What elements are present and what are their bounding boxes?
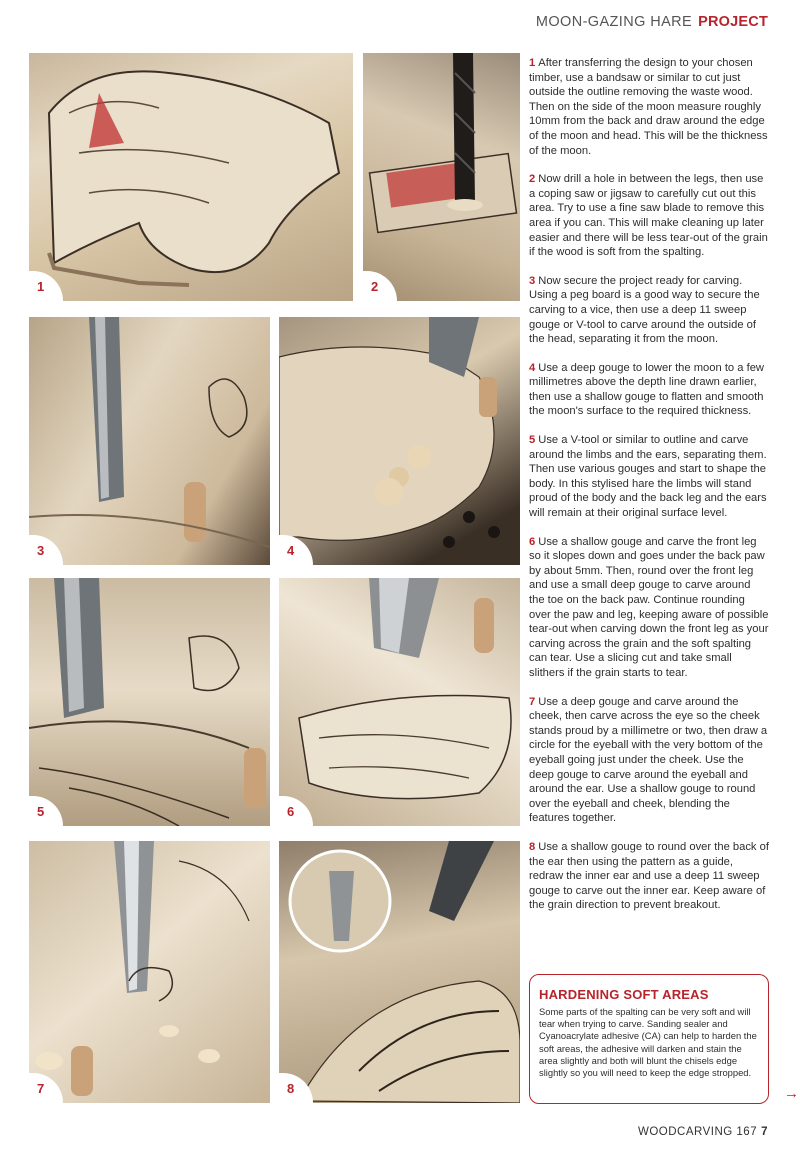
photo-number: 3 — [29, 535, 63, 565]
photo-3-image — [29, 317, 270, 565]
photo-4-image — [279, 317, 520, 565]
article-title: MOON-GAZING HARE — [535, 14, 693, 30]
magazine-issue: WOODCARVING 167 — [637, 1126, 758, 1138]
photo-8-image — [279, 841, 520, 1103]
page-footer — [638, 1126, 768, 1138]
photo-number: 6 — [279, 796, 313, 826]
step-paragraph — [529, 274, 769, 347]
step-paragraph — [529, 172, 769, 260]
instructions-column — [529, 56, 769, 927]
step-photo-5 — [29, 578, 270, 826]
step-photo-8 — [279, 841, 520, 1103]
step-number: 2 — [529, 173, 536, 186]
step-number: 3 — [529, 274, 536, 287]
step-photo-3 — [29, 317, 270, 565]
step-text: Use a V-tool or similar to outline and carve around the limbs and the ears, separating them. Then use various gouges and start to shape the body. In this stylised hare the limbs will stand proud of the body and the back leg and the ears will remain at their original surface level. — [529, 434, 767, 520]
step-text: Now drill a hole in between the legs, then use a coping saw or jigsaw to carefully cut out this area. Try to use a fine saw blade to remove this area if you can. This will make cleaning up later easier and there will be less tear-out of the grain if the wood is soft from the spalting. — [529, 173, 768, 259]
step-photo-2 — [363, 53, 520, 301]
tip-title: HARDENING SOFT AREAS — [539, 987, 709, 1002]
step-number: 8 — [529, 840, 536, 853]
step-number: 5 — [529, 434, 536, 447]
photo-number: 4 — [279, 535, 313, 565]
step-paragraph — [529, 433, 769, 521]
step-photo-6 — [279, 578, 520, 826]
step-text: Use a shallow gouge and carve the front leg so it slopes down and goes under the back paw by about 5mm. Then, round over the front leg and use a small deep gouge to carve around the toe on the back paw. Continue rounding over the paw and leg, keeping aware of possible tear-out when carving down the front leg as your carving across the grain and the soft spalting can tear. Use a slicing cut and take small slithers if the grain starts to tear. — [529, 535, 769, 679]
photo-7-drawing — [29, 841, 270, 1103]
step-paragraph — [529, 695, 769, 826]
tip-text: Some parts of the spalting can be very soft and will tear when trying to carve. Sanding sealer and Cyanoacrylate adhesive (CA) can help to harden the soft areas, the adhesive will darken and stain the area slightly and both will blunt the chisels edge slightly so you will need to keep the edge stropped. — [539, 1006, 757, 1079]
step-photo-7 — [29, 841, 270, 1103]
photo-7-image — [29, 841, 270, 1103]
step-paragraph — [529, 535, 769, 681]
step-photo-4 — [279, 317, 520, 565]
photo-number: 8 — [279, 1073, 313, 1103]
photo-number: 7 — [29, 1073, 63, 1103]
tip-box — [529, 974, 769, 1104]
photo-8-drawing — [279, 841, 520, 1103]
step-paragraph — [529, 840, 769, 913]
photo-5-drawing — [29, 578, 270, 826]
step-number: 4 — [529, 361, 536, 374]
step-text: Use a deep gouge and carve around the cheek, then carve across the eye so the cheek stands proud by a millimetre or two, then draw a circle for the eyeball with the very bottom of the eyeball going just under the cheek. Use the deep gouge to carve around the eyeball and around the ear. Use a shallow gouge to round over the eyeball and cheek, blending the features together. — [529, 695, 768, 825]
step-paragraph — [529, 56, 769, 158]
photo-5-image — [29, 578, 270, 826]
page-number: 7 — [761, 1126, 768, 1138]
step-number: 6 — [529, 535, 536, 548]
photo-3-drawing — [29, 317, 270, 565]
step-text: Use a deep gouge to lower the moon to a few millimetres above the depth line drawn earlier, then use a shallow gouge to flatten and smooth the moon's surface to the required thickness. — [529, 361, 764, 418]
section-label: PROJECT — [698, 14, 768, 30]
step-text: Use a shallow gouge to round over the back of the ear then using the pattern as a guide, redraw the inner ear and use a deep 11 sweep gouge to carve out the inner ear. Keep aware of the grain direction to prevent breakout. — [529, 840, 769, 912]
step-number: 7 — [529, 695, 536, 708]
running-header — [536, 14, 768, 30]
photo-2-drawing — [363, 53, 520, 301]
step-photo-1 — [29, 53, 353, 301]
step-paragraph — [529, 361, 769, 419]
photo-2-image — [363, 53, 520, 301]
photo-4-drawing — [279, 317, 520, 565]
photo-number: 1 — [29, 271, 63, 301]
photo-6-drawing — [279, 578, 520, 826]
continue-arrow-icon: → — [784, 1085, 799, 1102]
step-text: Now secure the project ready for carving. Using a peg board is a good way to secure the carving to a vice, then use a deep 11 sweep gouge or V-tool to carve around the outside of the head, separating it from the moon. — [529, 274, 760, 346]
step-text: After transferring the design to your chosen timber, use a bandsaw or similar to cut just outside the outline removing the waste wood. Then on the side of the moon measure roughly 10mm from the back and draw around the edge of the moon and head. This will be the thickness of the moon. — [529, 57, 768, 157]
photo-1-drawing — [29, 53, 353, 301]
photo-number: 2 — [363, 271, 397, 301]
photo-6-image — [279, 578, 520, 826]
photo-1-image — [29, 53, 353, 301]
step-number: 1 — [529, 57, 536, 69]
photo-number: 5 — [29, 796, 63, 826]
